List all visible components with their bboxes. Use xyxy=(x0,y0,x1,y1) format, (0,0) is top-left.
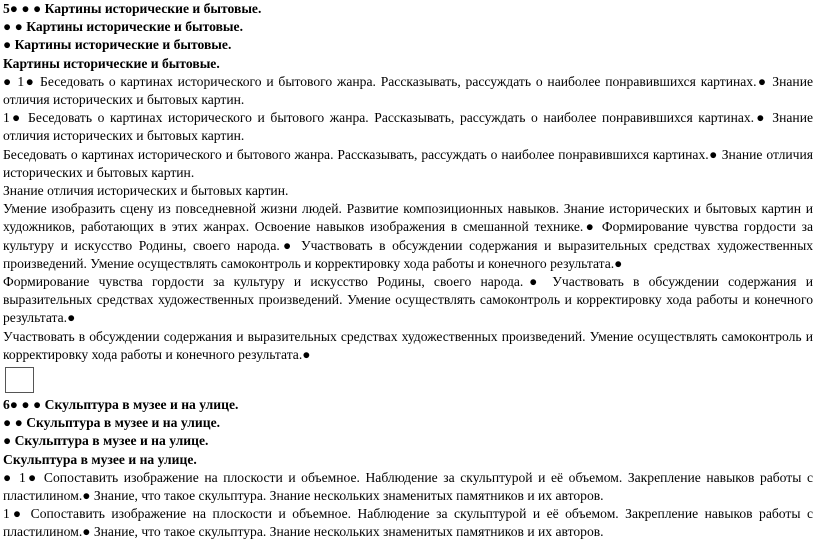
section5-paragraph-5: Умение изобразить сцену из повседневной жизни людей. Развитие композиционных навыков. Знание исторических и бытовых картин и художников, работающих в этих жанрах. Освоение навыков изображения в смешанной технике.● Формирование чувства гордости за культуру и искусство Родины, своего народа.● Участвовать в обсуждении содержания и выразительных средствах художественных произведений. Умение осуществлять самоконтроль и корректировку хода работы и конечного результата.● xyxy=(3,201,813,271)
section5-paragraph-4: Знание отличия исторических и бытовых картин. xyxy=(3,183,289,199)
section5-paragraph-2: 1● Беседовать о картинах исторического и бытового жанра. Рассказывать, рассуждать о наиболее понравившихся картинах.● Знание отличия исторических и бытовых картин. xyxy=(3,110,813,144)
section6-heading-1: 6● ● ● Скульптура в музее и на улице. xyxy=(3,397,239,413)
section5-paragraph-3: Беседовать о картинах исторического и бытового жанра. Рассказывать, рассуждать о наиболее понравившихся картинах.● Знание отличия исторических и бытовых картин. xyxy=(3,146,813,180)
section6-heading-4: Скульптура в музее и на улице. xyxy=(3,451,197,467)
section5-paragraph-1: ● 1● Беседовать о картинах исторического и бытового жанра. Рассказывать, рассуждать о наиболее понравившихся картинах.● Знание отличия исторических и бытовых картин. xyxy=(3,73,813,108)
section5-heading-3: ● Картины исторические и бытовые. xyxy=(3,37,232,53)
empty-image-placeholder xyxy=(5,367,34,393)
section5-paragraph-7: Участвовать в обсуждении содержания и выразительных средствах художественных произведений. Умение осуществлять самоконтроль и корректировку хода работы и конечного результата.● xyxy=(3,328,813,362)
section5-heading-1: 5● ● ● Картины исторические и бытовые. xyxy=(3,1,262,16)
section5-heading-2: ● ● Картины исторические и бытовые. xyxy=(3,19,243,35)
section6-heading-2: ● ● Скульптура в музее и на улице. xyxy=(3,415,220,431)
section6-paragraph-2: 1● Сопоставить изображение на плоскости и объемное. Наблюдение за скульптурой и её объемом. Закрепление навыков работы с пластилином.● Знание, что такое скульптура. Знание нескольких знаменитых памятников и их авторов. xyxy=(3,506,813,540)
section5-paragraph-6: Формирование чувства гордости за культуру и искусство Родины, своего народа.● Участвовать в обсуждении содержания и выразительных средствах художественных произведений. Умение осуществлять самоконтроль и корректировку хода работы и конечного результата.● xyxy=(3,274,813,326)
section5-heading-4: Картины исторические и бытовые. xyxy=(3,55,220,71)
section6-paragraph-1: ● 1● Сопоставить изображение на плоскости и объемное. Наблюдение за скульптурой и её объемом. Закрепление навыков работы с пластилином.● Знание, что такое скульптура. Знание нескольких знаменитых памятников и их авторов. xyxy=(3,469,813,504)
section6-heading-3: ● Скульптура в музее и на улице. xyxy=(3,433,209,449)
